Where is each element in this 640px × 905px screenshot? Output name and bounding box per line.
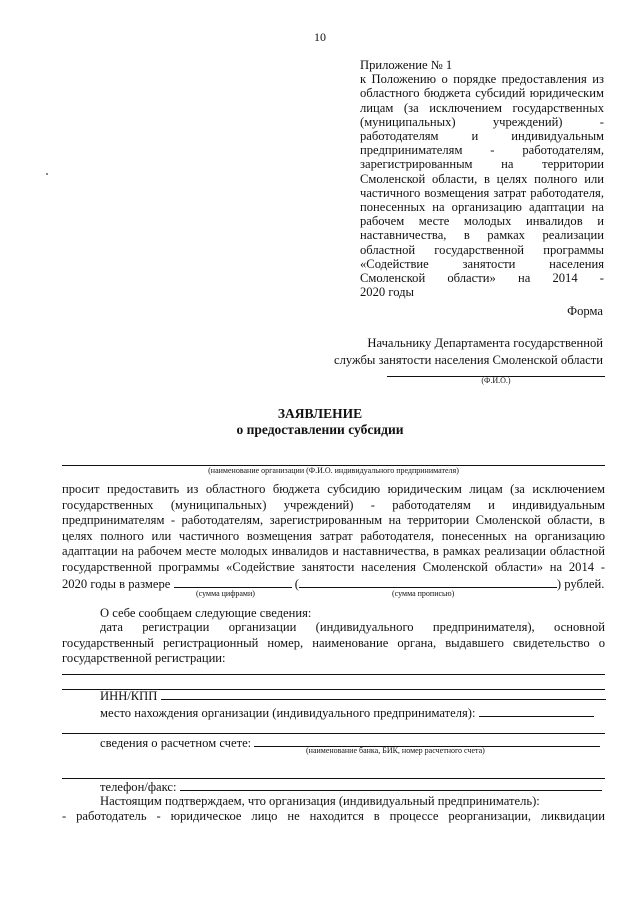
registration-line: государственной регистрации: xyxy=(62,651,226,666)
request-line: государственной программы «Содействие занятости населения Смоленской области» на 2014 - xyxy=(62,559,605,574)
location-row xyxy=(100,705,594,721)
registration-fill-line-1[interactable] xyxy=(62,673,605,675)
document-title xyxy=(0,406,640,438)
location-field[interactable] xyxy=(479,705,594,717)
request-line: государственных (муниципальных) учреждений) - работодателям и индивидуальным xyxy=(62,497,605,512)
amount-prefix: 2020 годы в размере xyxy=(62,577,171,591)
inn-row xyxy=(100,688,606,704)
request-line: адаптации на рабочем месте молодых инвалидов и наставничества, в рамках реализации областной xyxy=(62,544,605,559)
amount-captions xyxy=(62,589,605,599)
amount-words-field[interactable] xyxy=(299,576,557,588)
addressee-line-1: Начальнику Департамента государственной xyxy=(367,336,603,350)
confirm-text: Настоящим подтверждаем, что организация (индивидуальный предприниматель): xyxy=(100,794,540,808)
amount-digits-field[interactable] xyxy=(174,576,292,588)
location-fill-line[interactable] xyxy=(62,732,605,734)
amount-open-paren: ( xyxy=(294,577,299,591)
amount-digits-caption: (сумма цифрами) xyxy=(196,589,255,598)
fio-caption: (Ф.И.О.) xyxy=(481,376,511,385)
request-line: предпринимателям - работодателям, зарегистрированным на территории Смоленской области, в xyxy=(62,513,605,528)
appendix-body: к Положению о порядке предоставления из областного бюджета субсидий юридическим лицам (за исключением государственных (муниципальных) учреждений) - работодателям и индивидуальным предпринимателям - работодателям, зарегистрированным на территории Смоленской области, в целях полного или частичного возмещения затрат работодателя, понесенных на организацию адаптации на рабочем месте молодых инвалидов и наставничества, в рамках реализации областной государственной программы «Содействие занятости населения Смоленской области» на 2014 - xyxy=(360,72,604,286)
request-line: целях полного или частичного возмещения затрат работодателя, понесенных на организацию xyxy=(62,528,605,543)
addressee-line-2: службы занятости населения Смоленской области xyxy=(333,353,603,367)
info-intro: О себе сообщаем следующие сведения: xyxy=(100,606,312,620)
appendix-title: Приложение № 1 xyxy=(360,58,453,72)
bullet-text: - работодатель - юридическое лицо не находится в процессе реорганизации, ликвидации xyxy=(62,809,605,823)
request-line: просит предоставить из областного бюджета субсидию юридическим лицам (за исключением xyxy=(62,482,605,496)
request-paragraph xyxy=(62,482,605,576)
location-label: место нахождения организации (индивидуального предпринимателя): xyxy=(100,706,476,720)
bank-caption: (наименование банка, БИК, номер расчетного счета) xyxy=(306,746,485,755)
inn-label: ИНН/КПП xyxy=(100,689,158,703)
registration-line: дата регистрации организации (индивидуального предпринимателя), основной xyxy=(100,620,605,634)
margin-mark xyxy=(46,173,48,175)
title-sub: о предоставлении субсидии xyxy=(236,422,404,437)
inn-field[interactable] xyxy=(161,688,606,700)
account-label: сведения о расчетном счете: xyxy=(100,736,252,750)
appendix-block xyxy=(360,58,604,299)
addressee-block xyxy=(303,335,603,369)
phone-row xyxy=(100,779,602,795)
title-main: ЗАЯВЛЕНИЕ xyxy=(277,406,363,421)
amount-words-caption: (сумма прописью) xyxy=(392,589,455,598)
registration-line: государственный регистрационный номер, наименование органа, выдавшего свидетельство о xyxy=(62,635,605,650)
amount-suffix: ) рублей. xyxy=(556,577,605,591)
org-name-caption: (наименование организации (Ф.И.О. индивидуального предпринимателя) xyxy=(208,466,459,475)
phone-field[interactable] xyxy=(180,779,602,791)
registration-paragraph xyxy=(62,620,605,667)
appendix-years: 2020 годы xyxy=(360,285,414,300)
phone-label: телефон/факс: xyxy=(100,780,177,794)
page-number: 10 xyxy=(314,30,326,44)
form-label: Форма xyxy=(567,304,603,318)
